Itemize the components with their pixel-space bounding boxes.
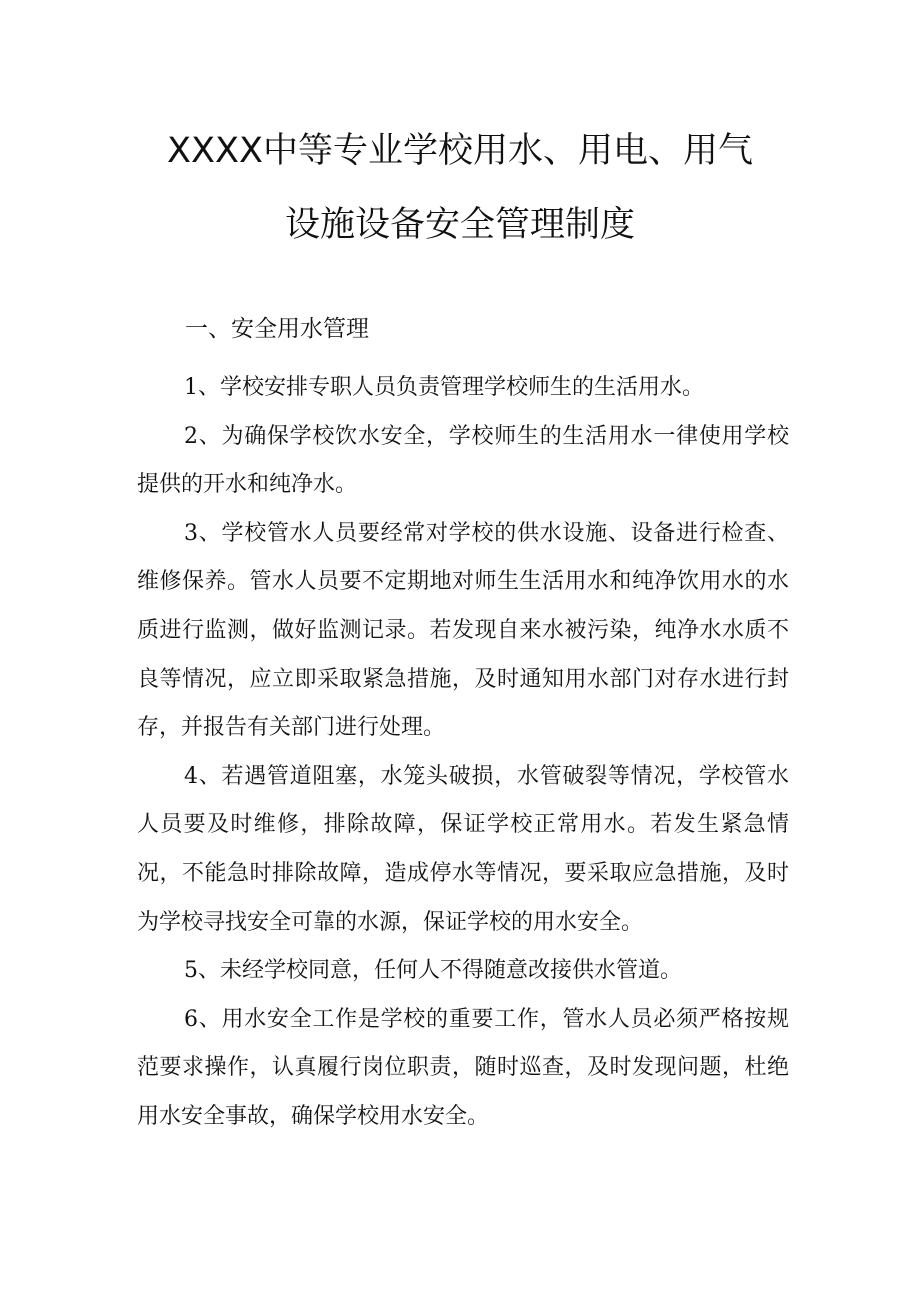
- paragraph-4: 4、若遇管道阻塞，水笼头破损，水管破裂等情况，学校管水人员要及时维修，排除故障，保证学校正常用水。若发生紧急情况，不能急时排除故障，造成停水等情况，要采取应急措施，及时为学校寻找安全可靠的水源，保证学校的用水安全。: [137, 763, 789, 935]
- paragraph-6: 6、用水安全工作是学校的重要工作，管水人员必须严格按规范要求操作，认真履行岗位职责，随时巡查，及时发现问题，杜绝用水安全事故，确保学校用水安全。: [137, 1006, 789, 1129]
- paragraph-5: 5、未经学校同意，任何人不得随意改接供水管道。: [184, 958, 682, 984]
- document-title-line-2: 设施设备安全管理制度: [284, 205, 635, 245]
- section-heading-water: 一、安全用水管理: [185, 316, 369, 342]
- document-title-line-1: XXXX中等专业学校用水、用电、用气: [167, 131, 753, 171]
- paragraph-2: 2、为确保学校饮水安全，学校师生的生活用水一律使用学校提供的开水和纯净水。: [137, 423, 789, 498]
- paragraph-3: 3、学校管水人员要经常对学校的供水设施、设备进行检查、维修保养。管水人员要不定期地对师生生活用水和纯净饮用水的水质进行监测，做好监测记录。若发现自来水被污染，纯净水水质不良等情况，应立即采取紧急措施，及时通知用水部门对存水进行封存，并报告有关部门进行处理。: [137, 520, 789, 741]
- paragraph-1: 1、学校安排专职人员负责管理学校师生的生活用水。: [184, 375, 704, 400]
- section-body-water: [137, 364, 789, 1142]
